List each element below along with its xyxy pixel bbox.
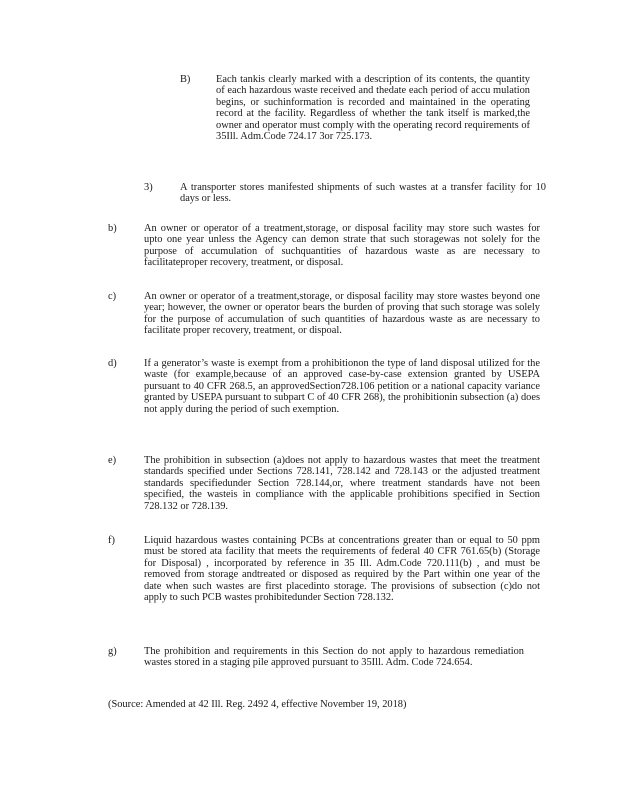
item-text-d: If a generator’s waste is exempt from a prohibitionon the type of land disposal utilized for the waste (for example,because of an approved case-by-case extension granted by USEPA pursuant to 40 CFR 268.5, an approvedSection728.106 petition or a national capacity variance granted by USEPA pursuant to subpart C of 40 CFR 268), the prohibitionin subsection (a) does not apply during the period of such exemption. (144, 358, 540, 415)
item-label-b: b) (108, 223, 117, 234)
item-text-c: An owner or operator of a treatment,storage, or disposal facility may store wastes beyond one year; however, the owner or operator bears the burden of proving that such storage was solely for the purpose of accumulation of such quantities of hazardous waste as are necessary to facilitate proper recovery, treatment, or dispoal. (144, 291, 540, 337)
item-text-e: The prohibition in subsection (a)does not apply to hazardous wastes that meet the treatment standards specified under Sections 728.141, 728.142 and 728.143 or the adjusted treatment standards specifiedunder Section 728.144,or, where treatment standards have not been specified, the wasteis in compliance with the applicable prohibitions specified in Section 728.132 or 728.139. (144, 455, 540, 512)
item-label-c: c) (108, 291, 117, 302)
item-label-B: B) (180, 74, 191, 85)
item-label-d: d) (108, 358, 117, 369)
item-text-g: The prohibition and requirements in this Section do not apply to hazardous remediation wastes stored in a staging pile approved pursuant to 35Ill. Adm. Code 724.654. (144, 646, 524, 669)
item-label-g: g) (108, 646, 117, 657)
item-label-f: f) (108, 535, 115, 546)
item-label-3: 3) (144, 182, 153, 193)
source-note: (Source: Amended at 42 Ill. Reg. 2492 4, effective November 19, 2018) (108, 699, 407, 710)
item-text-b: An owner or operator of a treatment,storage, or disposal facility may store such wastes for upto one year unless the Agency can demon strate that such storagewas not solely for the purpose of accumulation of suchquantities of hazardous waste as are necessary to facilitateproper recovery, treatment, or disposal. (144, 223, 540, 269)
item-text-B: Each tankis clearly marked with a description of its contents, the quantity of each hazardous waste received and thedate each period of accu mulation begins, or suchinformation is recorded and maintained in the operating record at the facility. Regardless of whether the tank itself is marked,the owner and operator must comply with the operating record requirements of 35Ill. Adm.Code 724.17 3or 725.173. (216, 74, 530, 143)
item-text-3: A transporter stores manifested shipments of such wastes at a transfer facility for 10 days or less. (180, 182, 546, 205)
item-label-e: e) (108, 455, 117, 466)
item-text-f: Liquid hazardous wastes containing PCBs at concentrations greater than or equal to 50 ppm must be stored ata facility that meets the requirements of federal 40 CFR 761.65(b) (Storage for Disposal) , incorporated by reference in 35 Ill. Adm.Code 720.111(b) , and must be removed from storage andtreated or disposed as required by the Part within one year of the date when such wastes are first placedinto storage. The provisions of subsection (c)do not apply to such PCB wastes prohibitedunder Section 728.132. (144, 535, 540, 604)
